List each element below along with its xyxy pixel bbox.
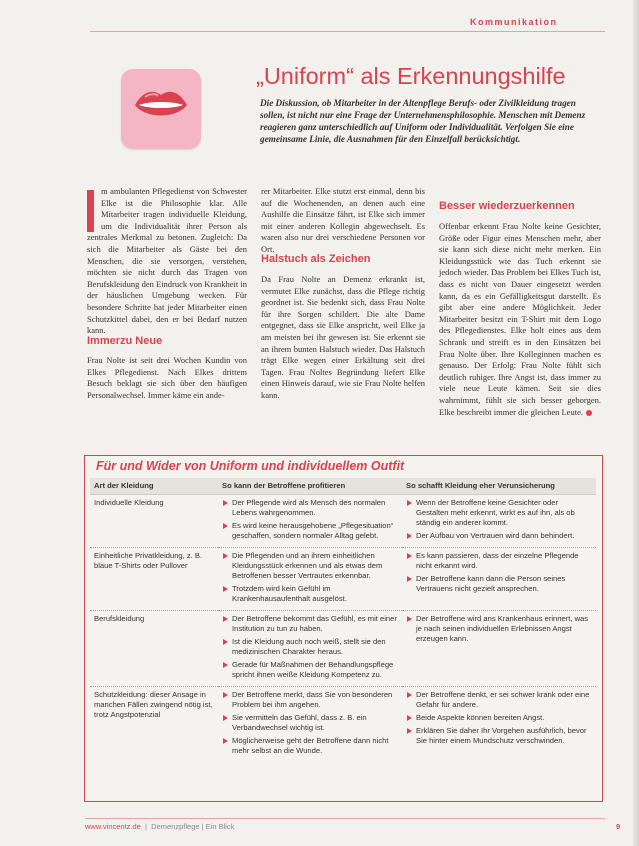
drawback-item: Erklären Sie daher Ihr Vorgehen ausführlich, bevor Sie hinter einem Mundschutz verschwinden. bbox=[406, 726, 592, 746]
column-header: So kann der Betroffene profitieren bbox=[218, 478, 402, 495]
body-column-3 bbox=[439, 221, 601, 418]
heading-besser-wiederzuerkennen: Besser wiederzuerkennen bbox=[439, 200, 575, 212]
table-row bbox=[90, 687, 596, 763]
section-label: Kommunikation bbox=[470, 17, 558, 27]
body-column-1 bbox=[87, 186, 247, 337]
clothing-type-cell: Berufskleidung bbox=[90, 611, 218, 687]
benefit-item: Gerade für Maßnahmen der Behandlungspflege spricht ihnen weiße Kleidung Kompetenz zu. bbox=[222, 660, 398, 680]
benefit-cell bbox=[218, 687, 402, 763]
drawback-item: Es kann passieren, dass der einzelne Pflegende nicht erkannt wird. bbox=[406, 551, 592, 571]
paragraph-5: Offenbar erkennt Frau Nolte keine Gesichter, Größe oder Figur eines Menschen mehr, aber sie kann sich diese nicht mehr merken. Ein Kleidungsstück wie das Tuch erkennt sie jedoch wieder. Das Problem bei Elkes Tuch ist, dass es nicht von Dauer eingesetzt werden kann, da es ein Gefälligkeitsgut darstellt. Es gibt aber eine andere Möglichkeit. Jeder Mitarbeiter besitzt ein T-Shirt mit dem Logo des Pflegedienstes. Elke holt eines aus dem Schrank und streift es in den Einsätzen bei Frau Nolte über. Ihre Kolleginnen machen es genauso. Der Erfolg: Frau Nolte fühlt sich deutlich ruhiger. Ihre Angst ist, dass immer zu viele neue Leute kämen. Seit sie dies wahrnimmt, fühlt sie sich besser geborgen. Elke beschreibt immer die gleichen Leute. bbox=[439, 221, 601, 417]
footer: www.vincentz.de | Demenzpflege | Ein Blick bbox=[85, 822, 235, 831]
benefit-item: Ist die Kleidung auch noch weiß, stellt sie den medizinischen Charakter heraus. bbox=[222, 637, 398, 657]
page-edge bbox=[633, 0, 639, 846]
lips-icon bbox=[131, 85, 191, 125]
drawback-cell bbox=[402, 687, 596, 763]
table-row bbox=[90, 611, 596, 687]
drawback-cell bbox=[402, 611, 596, 687]
paragraph-3: rer Mitarbeiter. Elke stutzt erst einmal, denn bis auf die Wochenenden, an denen auch eine Aushilfe die Einsätze fährt, ist Elke sich immer mit einer anderen Kollegin abgewechselt. Es waren also nur drei verschiedene Personen vor Ort. bbox=[261, 186, 425, 254]
end-mark-icon bbox=[586, 410, 592, 416]
drawback-item: Der Aufbau von Vertrauen wird dann behindert. bbox=[406, 531, 592, 541]
page-number: 9 bbox=[616, 822, 621, 831]
benefit-cell bbox=[218, 548, 402, 611]
footer-url: www.vincentz.de bbox=[85, 822, 141, 831]
info-box-title: Für und Wider von Uniform und individuellem Outfit bbox=[96, 459, 405, 473]
drawback-item: Wenn der Betroffene keine Gesichter oder Gestalten mehr erkennt, wirkt es auf ihn, als ob ständig ein anderer kommt. bbox=[406, 498, 592, 528]
heading-immerzu-neue: Immerzu Neue bbox=[87, 335, 163, 347]
drawback-item: Der Betroffene denkt, er sei schwer krank oder eine Gefahr für andere. bbox=[406, 690, 592, 710]
clothing-type-cell: Schutzkleidung: dieser Ansage in manchen Fällen zwingend nötig ist, trotz Angstpotenzial bbox=[94, 690, 213, 719]
drawback-item: Der Betroffene kann dann die Person seines Vertrauens nicht gezielt ansprechen. bbox=[406, 574, 592, 594]
benefit-item: Der Pflegende wird als Mensch des normalen Lebens wahrgenommen. bbox=[222, 498, 398, 518]
table-row bbox=[90, 548, 596, 611]
paragraph-2: Frau Nolte ist seit drei Wochen Kundin von Elkes Pflegedienst. Nach Elkes drittem Besuch beklagt sie sich über den häufigen Personalwechsel. Immer käme ein ande- bbox=[87, 355, 247, 400]
clothing-type-cell: Individuelle Kleidung bbox=[90, 495, 218, 548]
article-intro: Die Diskussion, ob Mitarbeiter in der Altenpflege Berufs- oder Zivilkleidung tragen sollen, ist nicht nur eine Frage der Unternehmensphilosophie. Menschen mit Demenz reagieren ganz unterschiedlich auf Uniform oder Individualität. Verfolgen Sie eine gemeinsame Linie, die Ausnahmen für den Einzelfall berücksichtigt. bbox=[260, 98, 586, 144]
benefit-item: Die Pflegenden und an ihrem einheitlichen Kleidungsstück erkennen und als etwas dem Betroffenen besser Vertrautes erkennbar. bbox=[222, 551, 398, 581]
benefit-item: Trotzdem wird kein Gefühl im Krankenhausaufenthalt ausgelöst. bbox=[222, 584, 398, 604]
benefit-cell bbox=[218, 611, 402, 687]
footer-rule bbox=[85, 818, 605, 819]
drawback-item: Beide Aspekte können bereiten Angst. bbox=[406, 713, 592, 723]
benefit-item: Sie vermitteln das Gefühl, dass z. B. ein Verbandwechsel wichtig ist. bbox=[222, 713, 398, 733]
benefit-cell bbox=[218, 495, 402, 548]
table-header-row bbox=[90, 478, 596, 495]
paragraph-1: m ambulanten Pflegedienst von Schwester Elke ist die Philosophie klar. Alle Mitarbeiter tragen individuelle Kleidung, um die Individualität ihrer Person als zentrales Merkmal zu betonen. Zugleich: Da sich die Mitarbeiter als Gäste bei den Menschen, die sie versorgen, verstehen, möchten sie nicht durch das Tragen von Berufskleidung den Eindruck von Krankheit in der häuslichen Umgebung wecken. Für besondere Schritte hat jeder Mitarbeiter einen Schutzkittel dabei, den er bei Bedarf nutzen kann. bbox=[87, 186, 247, 336]
clothing-type-cell: Einheitliche Privatkleidung, z. B. blaue T-Shirts oder Pullover bbox=[90, 548, 218, 611]
footer-publication: Demenzpflege | Ein Blick bbox=[151, 822, 235, 831]
header-rule bbox=[90, 31, 605, 32]
column-header: Art der Kleidung bbox=[90, 478, 218, 495]
column-header: So schafft Kleidung eher Verunsicherung bbox=[402, 478, 596, 495]
heading-halstuch-als-zeichen: Halstuch als Zeichen bbox=[261, 253, 371, 265]
benefit-item: Der Betroffene bekommt das Gefühl, es mit einer Institution zu tun zu haben. bbox=[222, 614, 398, 634]
lips-icon-tile bbox=[121, 69, 201, 149]
drawback-cell bbox=[402, 548, 596, 611]
table-row bbox=[90, 495, 596, 548]
article-title: „Uniform“ als Erkennungshilfe bbox=[256, 63, 566, 89]
benefit-item: Es wird keine herausgehobene „Pflegesituation“ geschaffen, sondern normaler Alltag gelebt. bbox=[222, 521, 398, 541]
drawback-item: Der Betroffene wird ans Krankenhaus erinnert, was je nach seinen individuellen Erlebnissen Angst erzeugen kann. bbox=[406, 614, 592, 644]
benefit-item: Der Betroffene merkt, dass Sie von besonderen Problem bei ihm angehen. bbox=[222, 690, 398, 710]
comparison-table bbox=[90, 478, 596, 762]
drawback-cell bbox=[402, 495, 596, 548]
paragraph-4: Da Frau Nolte an Demenz erkrankt ist, vermutet Elke zunächst, dass die Pflege richtig geordnet ist. Sie bedenkt sich, dass Frau Nolte für ihre Sorgen schildert. Die alte Dame entgegnet, dass sie Elke anspricht, weil Elke ja am meisten bei ihr gewesen ist. Sie erkennt sie an ihrem bunten Halstuch wieder. Das Halstuch trägt Elke wegen einer Erkältung seit drei Tagen. Frau Noltes Begründung liefert Elke einen Hinweis darauf, wie sie Frau Nolte helfen kann. bbox=[261, 274, 425, 400]
drop-cap-bar bbox=[87, 190, 94, 232]
benefit-item: Möglicherweise geht der Betroffene dann nicht mehr selbst an die Wunde. bbox=[222, 736, 398, 756]
